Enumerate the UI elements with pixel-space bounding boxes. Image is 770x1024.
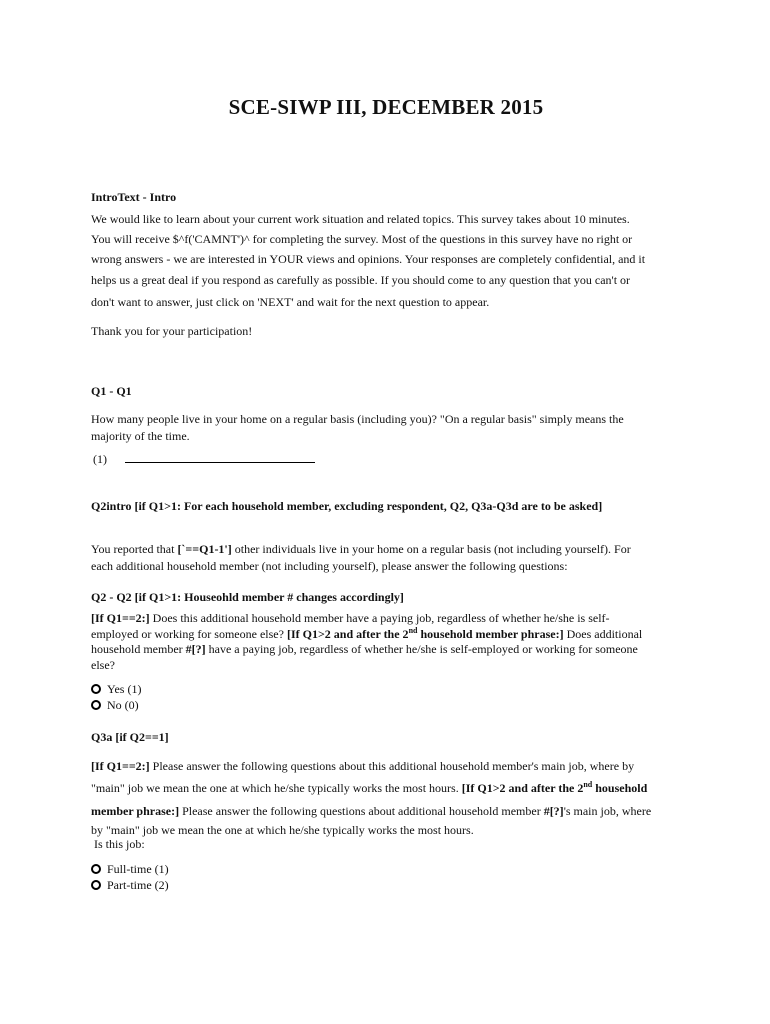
q1-option-number: (1) <box>93 452 107 466</box>
q2intro-text: You reported that <box>91 542 178 556</box>
q2-sup: nd <box>408 625 418 635</box>
q2-bold: household member phrase:] <box>417 626 564 641</box>
radio-circle-icon[interactable] <box>91 684 101 694</box>
q1-text-line: How many people live in your home on a regular basis (including you)? "On a regular basis" simply means the <box>91 412 624 426</box>
q2-option-yes[interactable] <box>91 681 681 697</box>
q2intro-bold: [`==Q1-1'] <box>177 542 232 556</box>
q3a-option-part-time[interactable] <box>91 877 681 893</box>
intro-section <box>91 189 681 312</box>
q1-answer-field[interactable] <box>125 452 315 463</box>
q2-bold: [If Q1>2 and after the 2 <box>286 626 409 641</box>
intro-line: We would like to learn about your current work situation and related topics. This survey takes about 10 minutes. <box>91 212 630 226</box>
q2-text: household member <box>91 642 186 656</box>
q3a-option-full-time[interactable] <box>91 861 681 877</box>
intro-line: helps us a great deal if you respond as carefully as possible. If you should come to any question that you can't or <box>91 273 631 287</box>
q3a-bold: member phrase:] <box>91 804 180 818</box>
q3a-bold: [If Q1==2:] <box>91 759 150 773</box>
q2-bold: #[?] <box>185 642 206 656</box>
q3a-text-line: by "main" job we mean the one at which he/she typically works the most hours. <box>91 823 474 837</box>
q2-heading: Q2 - Q2 [if Q1>1: Houseohld member # changes accordingly] <box>91 590 404 604</box>
q2intro-heading-text: Q2intro [if Q1>1: For each household member, excluding respondent, Q2, Q3a-Q3d are to be asked] <box>91 499 603 513</box>
intro-line: wrong answers - we are interested in YOUR views and opinions. Your responses are completely confidential, and it <box>91 252 646 266</box>
q3a-option-label: Part-time (2) <box>107 878 169 892</box>
q3a-text-line <box>91 777 681 799</box>
intro-line: don't want to answer, just click on 'NEXT' and wait for the next question to appear. <box>91 295 490 309</box>
q3a-text-line: Is this job: <box>91 837 145 851</box>
intro-thanks: Thank you for your participation! <box>91 324 253 338</box>
q2intro-line <box>91 541 681 558</box>
radio-circle-icon[interactable] <box>91 880 101 890</box>
q2-text-line <box>91 627 681 643</box>
q1-text-line: majority of the time. <box>91 429 190 443</box>
q3a-bold: [If Q1>2 and after the 2 <box>461 781 584 795</box>
q1-heading: Q1 - Q1 <box>91 384 132 398</box>
q2-option-label: Yes (1) <box>107 682 142 696</box>
q3a-sup: nd <box>583 780 593 789</box>
q2-option-label: No (0) <box>107 698 139 712</box>
q3a-text: 's main job, where <box>563 804 652 818</box>
q3a-text: "main" job we mean the one at which he/she typically works the most hours. <box>91 781 462 795</box>
radio-circle-icon[interactable] <box>91 864 101 874</box>
q2-text-line <box>91 642 681 658</box>
q3a-text-line <box>91 799 681 823</box>
q2intro-line: each additional household member (not including yourself), please answer the following questions: <box>91 559 568 573</box>
q1-answer-row <box>91 451 681 467</box>
q2-section <box>91 590 681 713</box>
q3a-text-line <box>91 755 681 777</box>
q1-section <box>91 384 681 467</box>
q3a-bold: #[?] <box>543 804 564 818</box>
q3a-text: Please answer the following questions about additional household member <box>179 804 544 818</box>
q2-bold: [If Q1==2:] <box>91 611 150 625</box>
q2-text: Does this additional household member have a paying job, regardless of whether he/she is self- <box>149 611 610 625</box>
q2intro-text: other individuals live in your home on a regular basis (not including yourself). For <box>231 542 631 556</box>
q2-option-no[interactable] <box>91 697 681 713</box>
radio-circle-icon[interactable] <box>91 700 101 710</box>
q3a-section <box>91 730 681 893</box>
q3a-option-label: Full-time (1) <box>107 862 169 876</box>
q2-text-line <box>91 611 681 627</box>
q3a-bold: household <box>592 781 648 795</box>
intro-line: You will receive $^f('CAMNT')^ for completing the survey. Most of the questions in this survey have no right or <box>91 232 633 246</box>
q3a-text: Please answer the following questions about this additional household member's main job, where by <box>149 759 635 773</box>
q2-text: Does additional <box>563 626 643 641</box>
q2intro-heading <box>91 499 681 514</box>
q2-text: have a paying job, regardless of whether he/she is self-employed or working for someone <box>205 642 638 656</box>
intro-heading: IntroText - Intro <box>91 190 177 204</box>
q2-text-line: else? <box>91 657 115 672</box>
q2-text: employed or working for someone else? <box>91 626 287 641</box>
q3a-heading: Q3a [if Q2==1] <box>91 730 169 744</box>
page-title: SCE-SIWP III, DECEMBER 2015 <box>228 95 544 119</box>
q2intro-body <box>91 541 681 575</box>
